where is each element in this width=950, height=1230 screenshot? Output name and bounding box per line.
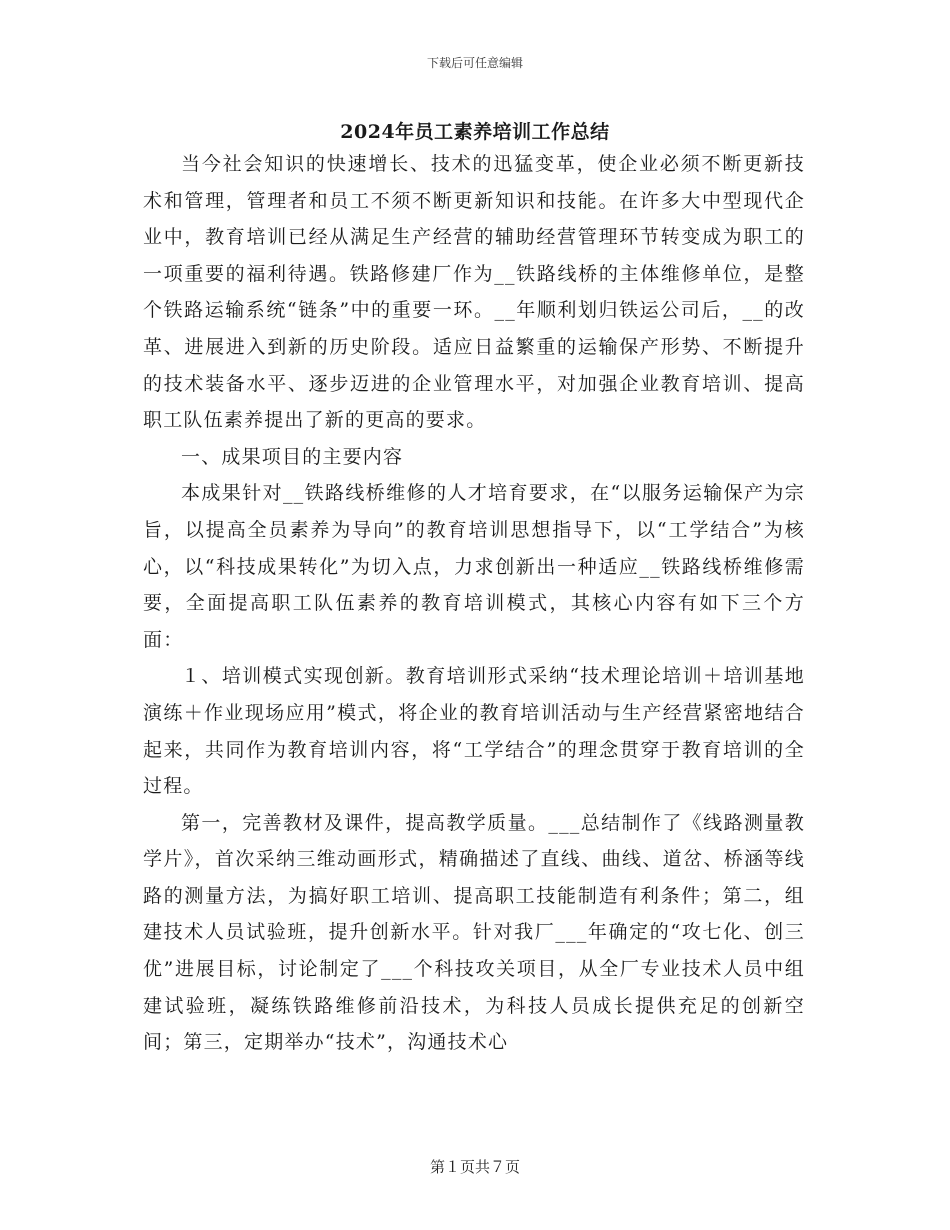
document-title: 2024年员工素养培训工作总结 — [340, 121, 610, 143]
paragraph-overview: 本成果针对__铁路线桥维修的人才培育要求，在“以服务运输保产为宗旨，以提高全员素养为导向”的教育培训思想指导下，以“工学结合”为核心，以“科技成果转化”为切入点，力求创新出一种适应__铁路线桥维修需要，全面提高职工队伍素养的教育培训模式，其核心内容有如下三个方面： — [143, 482, 805, 651]
document-body — [143, 146, 805, 1061]
paragraph-intro: 当今社会知识的快速增长、技术的迅猛变革，使企业必须不断更新技术和管理，管理者和员工不须不断更新知识和技能。在许多大中型现代企业中，教育培训已经从满足生产经营的辅助经营管理环节转变成为职工的一项重要的福利待遇。铁路修建厂作为__铁路线桥的主体维修单位，是整个铁路运输系统“链条”中的重要一环。__年顺利划归铁运公司后，__的改革、进展进入到新的历史阶段。适应日益繁重的运输保产形势、不断提升的技术装备水平、逐步迈进的企业管理水平，对加强企业教育培训、提高职工队伍素养提出了新的更高的要求。 — [143, 153, 805, 432]
header-note: 下载后可任意编辑 — [426, 56, 523, 70]
paragraph-item-1: １、培训模式实现创新。教育培训形式采纳“技术理论培训＋培训基地演练＋作业现场应用”模式，将企业的教育培训活动与生产经营紧密地结合起来，共同作为教育培训内容，将“工学结合”的理念贯穿于教育培训的全过程。 — [143, 665, 805, 798]
section-heading: 一、成果项目的主要内容 — [181, 445, 404, 468]
page-number: 第１页共７页 — [429, 1158, 520, 1176]
paragraph-details: 第一，完善教材及课件，提高教学质量。___总结制作了《线路测量教学片》，首次采纳三维动画形式，精确描述了直线、曲线、道岔、桥涵等线路的测量方法，为搞好职工培训、提高职工技能制造有利条件；第二，组建技术人员试验班，提升创新水平。针对我厂___年确定的“攻七化、创三优”进展目标，讨论制定了___个科技攻关项目，从全厂专业技术人员中组建试验班，凝练铁路维修前沿技术，为科技人员成长提供充足的创新空间；第三，定期举办“技术”，沟通技术心 — [143, 811, 805, 1054]
